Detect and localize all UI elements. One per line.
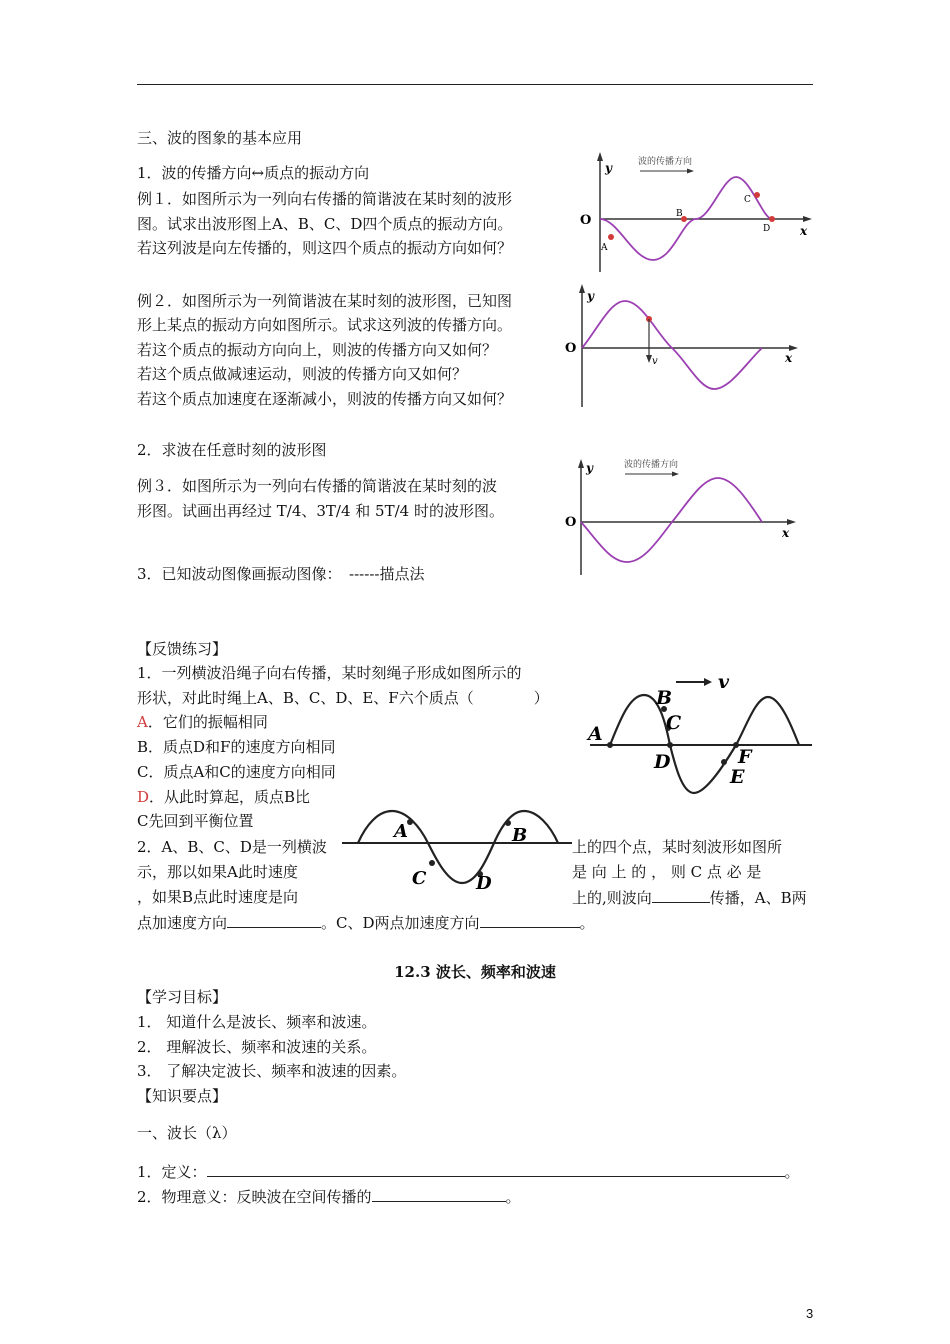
example2-line: 若这个质点加速度在逐渐减小，则波的传播方向又如何？ bbox=[137, 390, 513, 408]
point-b-label: B bbox=[676, 209, 683, 219]
point-d-label: D bbox=[654, 751, 671, 773]
wave-figure-3 bbox=[562, 455, 812, 579]
x-axis-label: x bbox=[782, 526, 790, 540]
x-axis-label: x bbox=[785, 351, 793, 365]
section-title: 12.3 波长、频率和波速 bbox=[394, 963, 556, 981]
y-axis-label: y bbox=[587, 289, 594, 303]
origin-label: O bbox=[565, 341, 577, 356]
question2-text: 点加速度方向 bbox=[137, 914, 228, 932]
section-heading: 三、波的图象的基本应用 bbox=[137, 129, 303, 147]
knowledge-heading: 【知识要点】 bbox=[137, 1087, 228, 1105]
question1-line: 1．一列横波沿绳子向右传播，某时刻绳子形成如图所示的 bbox=[137, 664, 522, 682]
feedback-heading: 【反馈练习】 bbox=[137, 640, 228, 658]
propagation-caption: 波的传播方向 bbox=[624, 460, 679, 470]
example2-line: 若这个质点做减速运动，则波的传播方向又如何？ bbox=[137, 365, 468, 383]
item3-title: 3．已知波动图像画振动图像： ------描点法 bbox=[137, 565, 425, 583]
option-d-text: ．从此时算起，质点B比 bbox=[149, 788, 311, 806]
option-a bbox=[137, 712, 268, 732]
point-d bbox=[769, 216, 775, 222]
question2-text: 。C、D两点加速度方向 bbox=[321, 914, 480, 932]
wave-figure-1 bbox=[578, 150, 818, 280]
meaning-end: 。 bbox=[505, 1188, 521, 1206]
point-a-label: A bbox=[588, 723, 603, 745]
velocity-label: v bbox=[652, 356, 658, 367]
rope-wave-figure bbox=[584, 665, 814, 813]
answer-blank[interactable] bbox=[652, 887, 710, 903]
origin-label: O bbox=[580, 213, 592, 228]
point-b-label: B bbox=[656, 687, 673, 709]
question2-text: 。 bbox=[579, 914, 595, 932]
question1-line: 形状，对此时绳上A、B、C、D、E、F六个质点（ ） bbox=[137, 689, 549, 707]
answer-blank[interactable] bbox=[372, 1186, 506, 1202]
example2-line: 若这个质点的振动方向向上，则波的传播方向又如何？ bbox=[137, 341, 498, 359]
point-a-label: A bbox=[601, 243, 608, 253]
question2-line4 bbox=[137, 912, 595, 933]
example1-line: 图。试求出波形图上A、B、C、D四个质点的振动方向。 bbox=[137, 215, 513, 233]
point-d-label: D bbox=[763, 224, 771, 234]
answer-blank[interactable] bbox=[207, 1161, 785, 1177]
point-e bbox=[721, 759, 727, 765]
example1-line: 例１．如图所示为一列向右传播的简谐波在某时刻的波形 bbox=[137, 190, 513, 208]
option-d bbox=[137, 787, 310, 807]
question2-right bbox=[572, 887, 807, 908]
option-a-text: ．它们的振幅相同 bbox=[147, 713, 268, 731]
point-c-label: C bbox=[744, 195, 751, 205]
question2-text: 上的,则波向 bbox=[572, 889, 652, 907]
point-c-label: C bbox=[666, 712, 682, 734]
goal-item: 3． 了解决定波长、频率和波速的因素。 bbox=[137, 1062, 407, 1080]
goals-heading: 【学习目标】 bbox=[137, 988, 228, 1006]
point-b bbox=[505, 820, 511, 826]
y-axis-label: y bbox=[586, 461, 593, 475]
point-a-label: A bbox=[394, 821, 408, 842]
option-d-letter: D bbox=[137, 788, 150, 806]
propagation-caption: 波的传播方向 bbox=[638, 157, 693, 167]
point-c bbox=[754, 192, 760, 198]
question2-left: 示，那以如果A此时速度 bbox=[137, 863, 298, 881]
x-axis-label: x bbox=[800, 224, 808, 238]
point-f-label: F bbox=[738, 746, 752, 768]
example2-line: 例２．如图所示为一列简谐波在某时刻的波形图，已知图 bbox=[137, 292, 513, 310]
goal-item: 2． 理解波长、频率和波速的关系。 bbox=[137, 1038, 377, 1056]
header-rule bbox=[137, 84, 813, 85]
point-d-label: D bbox=[476, 873, 492, 894]
point-d bbox=[667, 742, 673, 748]
wave-figure-abcd bbox=[340, 805, 572, 895]
item2-title: 2．求波在任意时刻的波形图 bbox=[137, 441, 327, 459]
question2-right: 上的四个点，某时刻波形如图所 bbox=[572, 838, 783, 856]
question2-left: 2．A、B、C、D是一列横波 bbox=[137, 838, 327, 856]
option-b: B．质点D和F的速度方向相同 bbox=[137, 738, 336, 756]
velocity-label: v bbox=[718, 671, 730, 693]
goal-item: 1． 知道什么是波长、频率和波速。 bbox=[137, 1013, 377, 1031]
point-e-label: E bbox=[730, 766, 745, 788]
question2-text: 传播，A、B两 bbox=[709, 889, 807, 907]
answer-blank[interactable] bbox=[227, 912, 321, 928]
point-b-label: B bbox=[512, 825, 528, 846]
meaning-label: 2．物理意义：反映波在空间传播的 bbox=[137, 1188, 372, 1206]
point-c-label: C bbox=[412, 868, 427, 889]
definition-line bbox=[137, 1161, 800, 1182]
item1-title: 1．波的传播方向↔质点的振动方向 bbox=[137, 164, 370, 182]
option-d-continued: C先回到平衡位置 bbox=[137, 812, 254, 830]
wave-figure-2 bbox=[562, 282, 812, 412]
example3-line: 例３．如图所示为一列向右传播的简谐波在某时刻的波 bbox=[137, 477, 498, 495]
question2-left: ，如果B点此时速度是向 bbox=[137, 888, 299, 906]
point-a bbox=[607, 742, 613, 748]
definition-label: 1．定义： bbox=[137, 1163, 207, 1181]
point-a bbox=[608, 234, 614, 240]
origin-label: O bbox=[565, 515, 577, 530]
example3-line: 形图。试画出再经过 T/4、3T/4 和 5T/4 时的波形图。 bbox=[137, 502, 504, 520]
question2-right: 是 向 上 的 ， 则 C 点 必 是 bbox=[572, 863, 762, 881]
point-c bbox=[429, 860, 435, 866]
answer-blank[interactable] bbox=[480, 912, 580, 928]
y-axis-label: y bbox=[605, 161, 612, 175]
option-a-letter: A bbox=[137, 713, 148, 731]
wavelength-heading: 一、波长（λ） bbox=[137, 1124, 237, 1142]
example1-line: 若这列波是向左传播的，则这四个质点的振动方向如何？ bbox=[137, 239, 513, 257]
meaning-line bbox=[137, 1186, 521, 1207]
page-number: 3 bbox=[806, 1306, 814, 1321]
example2-line: 形上某点的振动方向如图所示。试求这列波的传播方向。 bbox=[137, 316, 513, 334]
option-c: C．质点A和C的速度方向相同 bbox=[137, 763, 336, 781]
definition-end: 。 bbox=[784, 1163, 800, 1181]
